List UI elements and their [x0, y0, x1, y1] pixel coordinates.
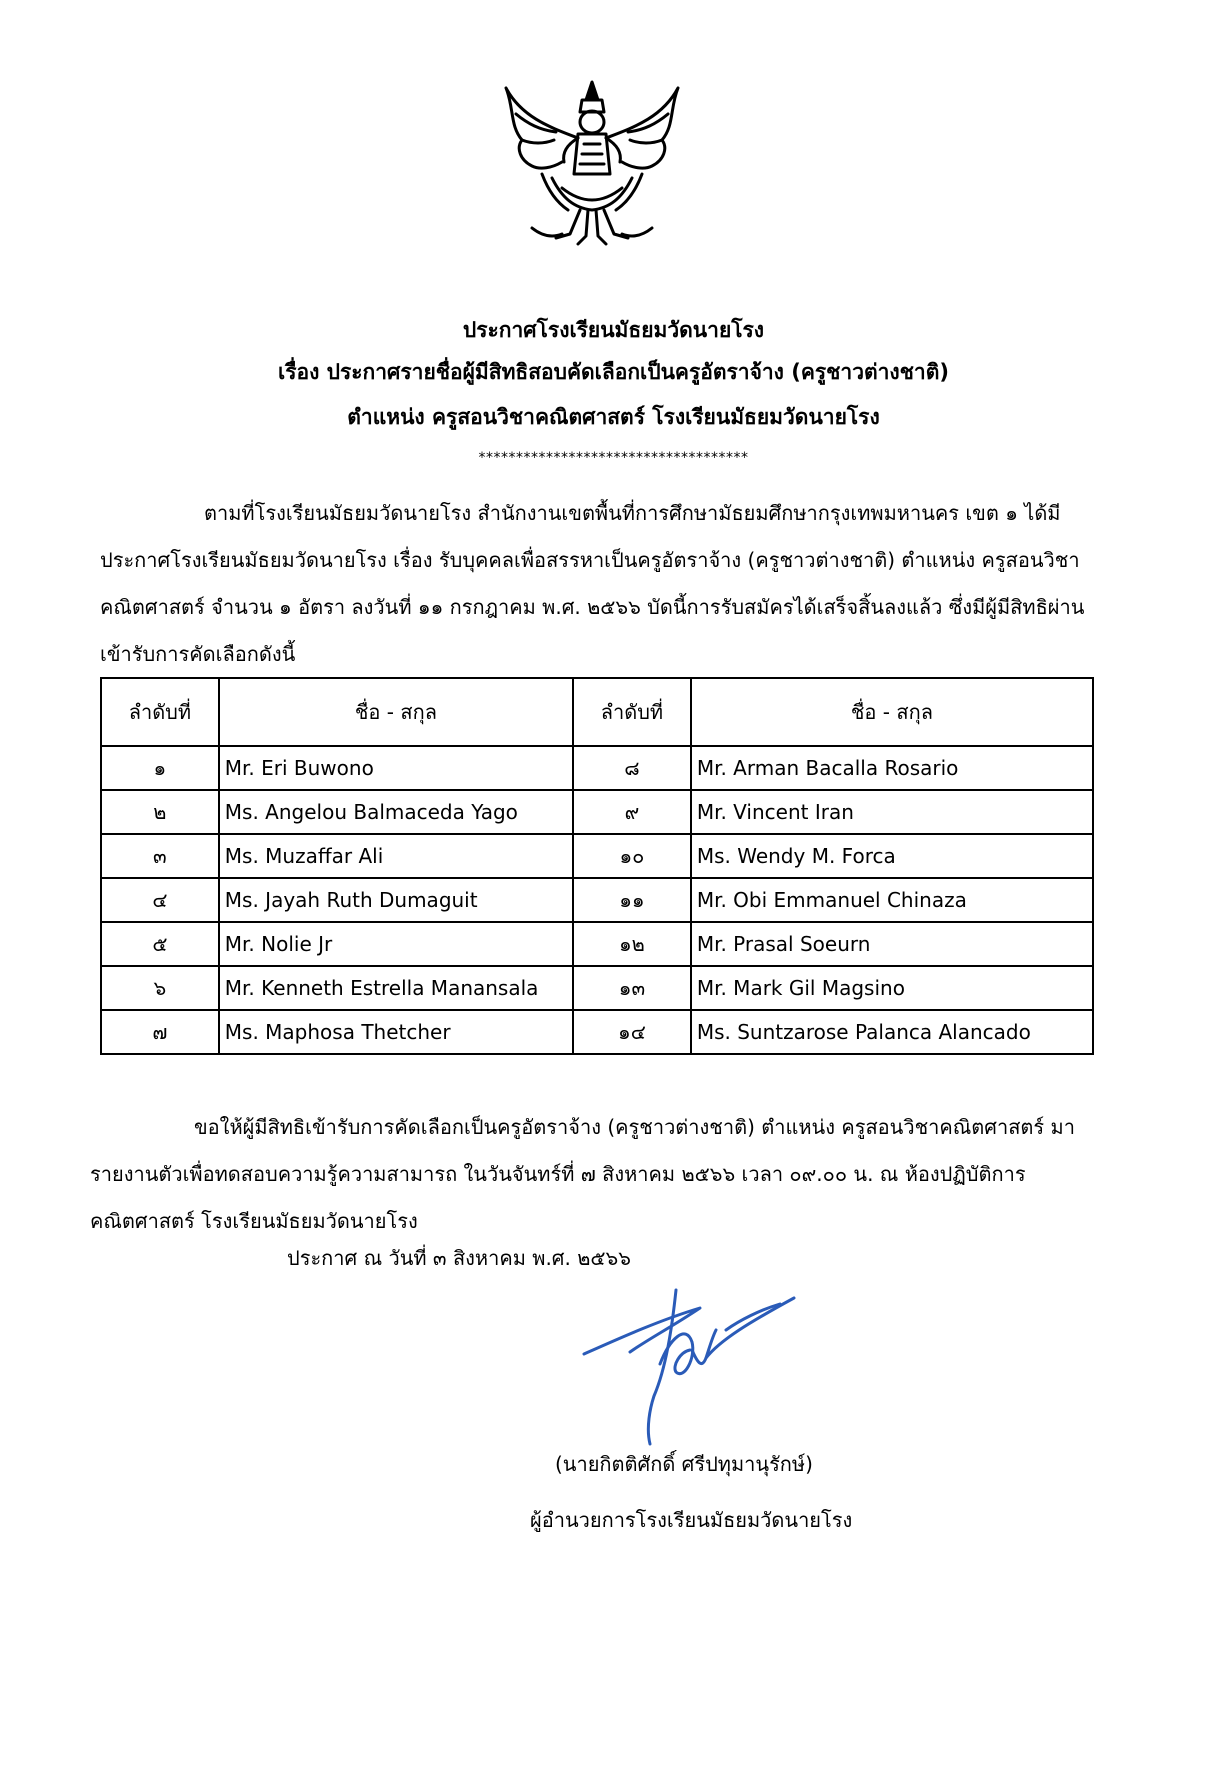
column-header-order: ลำดับที่	[573, 678, 691, 746]
order-number: ๙	[573, 790, 691, 834]
announcement-title: ประกาศโรงเรียนมัธยมวัดนายโรง	[462, 318, 765, 342]
announcement-subject: เรื่อง ประกาศรายชื่อผู้มีสิทธิสอบคัดเลือกเป็นครูอัตราจ้าง (ครูชาวต่างชาติ)	[278, 360, 949, 384]
order-number: ๖	[101, 966, 219, 1010]
candidate-name: Mr. Nolie Jr	[219, 922, 573, 966]
candidate-name: Mr. Arman Bacalla Rosario	[691, 746, 1093, 790]
candidate-name: Ms. Suntzarose Palanca Alancado	[691, 1010, 1093, 1054]
table-row	[101, 966, 1093, 1010]
order-number: ๑๒	[573, 922, 691, 966]
order-number: ๒	[101, 790, 219, 834]
announcement-position: ตำแหน่ง ครูสอนวิชาคณิตศาสตร์ โรงเรียนมัธยมวัดนายโรง	[347, 405, 880, 429]
order-number: ๔	[101, 878, 219, 922]
intro-paragraph	[100, 490, 1092, 678]
order-number: ๓	[101, 834, 219, 878]
order-number: ๑๐	[573, 834, 691, 878]
outro-paragraph	[90, 1104, 1100, 1245]
candidate-name: Mr. Vincent Iran	[691, 790, 1093, 834]
candidate-name: Ms. Wendy M. Forca	[691, 834, 1093, 878]
order-number: ๑๑	[573, 878, 691, 922]
table-row	[101, 878, 1093, 922]
announcement-date: ประกาศ ณ วันที่ ๓ สิงหาคม พ.ศ. ๒๕๖๖	[287, 1246, 631, 1270]
candidate-name: Ms. Angelou Balmaceda Yago	[219, 790, 573, 834]
order-number: ๑๓	[573, 966, 691, 1010]
candidate-name: Mr. Kenneth Estrella Manansala	[219, 966, 573, 1010]
order-number: ๑๔	[573, 1010, 691, 1054]
column-header-name: ชื่อ - สกุล	[219, 678, 573, 746]
candidate-table	[100, 677, 1094, 1055]
candidate-name: Mr. Eri Buwono	[219, 746, 573, 790]
signer-name: (นายกิตติศักดิ์ ศรีปทุมานุรักษ์)	[555, 1452, 813, 1476]
candidate-name: Ms. Jayah Ruth Dumaguit	[219, 878, 573, 922]
table-row	[101, 922, 1093, 966]
candidate-name: Ms. Maphosa Thetcher	[219, 1010, 573, 1054]
table-row	[101, 834, 1093, 878]
order-number: ๑	[101, 746, 219, 790]
signer-title: ผู้อำนวยการโรงเรียนมัธยมวัดนายโรง	[530, 1508, 853, 1532]
order-number: ๕	[101, 922, 219, 966]
signature-image	[580, 1268, 800, 1448]
candidate-name: Mr. Mark Gil Magsino	[691, 966, 1093, 1010]
order-number: ๘	[573, 746, 691, 790]
table-row	[101, 790, 1093, 834]
candidate-name: Mr. Obi Emmanuel Chinaza	[691, 878, 1093, 922]
table-row	[101, 746, 1093, 790]
column-header-name: ชื่อ - สกุล	[691, 678, 1093, 746]
candidate-name: Ms. Muzaffar Ali	[219, 834, 573, 878]
table-header-row	[101, 678, 1093, 746]
garuda-emblem-icon	[492, 78, 692, 248]
separator-line: ************************************	[478, 450, 749, 466]
column-header-order: ลำดับที่	[101, 678, 219, 746]
candidate-name: Mr. Prasal Soeurn	[691, 922, 1093, 966]
order-number: ๗	[101, 1010, 219, 1054]
table-row	[101, 1010, 1093, 1054]
intro-text: ตามที่โรงเรียนมัธยมวัดนายโรง สำนักงานเขตพื้นที่การศึกษามัธยมศึกษากรุงเทพมหานคร เขต ๑ ได้มีประกาศโรงเรียนมัธยมวัดนายโรง เรื่อง รับบุคคลเพื่อสรรหาเป็นครูอัตราจ้าง (ครูชาวต่างชาติ) ตำแหน่ง ครูสอนวิชาคณิตศาสตร์ จำนวน ๑ อัตรา ลงวันที่ ๑๑ กรกฎาคม พ.ศ. ๒๕๖๖ บัดนี้การรับสมัครได้เสร็จสิ้นลงแล้ว ซึ่งมีผู้มีสิทธิผ่านเข้ารับการคัดเลือกดังนี้	[100, 501, 1085, 666]
outro-text: ขอให้ผู้มีสิทธิเข้ารับการคัดเลือกเป็นครูอัตราจ้าง (ครูชาวต่างชาติ) ตำแหน่ง ครูสอนวิชาคณิตศาสตร์ มารายงานตัวเพื่อทดสอบความรู้ความสามารถ ในวันจันทร์ที่ ๗ สิงหาคม ๒๕๖๖ เวลา ๐๙.๐๐ น. ณ ห้องปฏิบัติการคณิตศาสตร์ โรงเรียนมัธยมวัดนายโรง	[90, 1115, 1075, 1233]
